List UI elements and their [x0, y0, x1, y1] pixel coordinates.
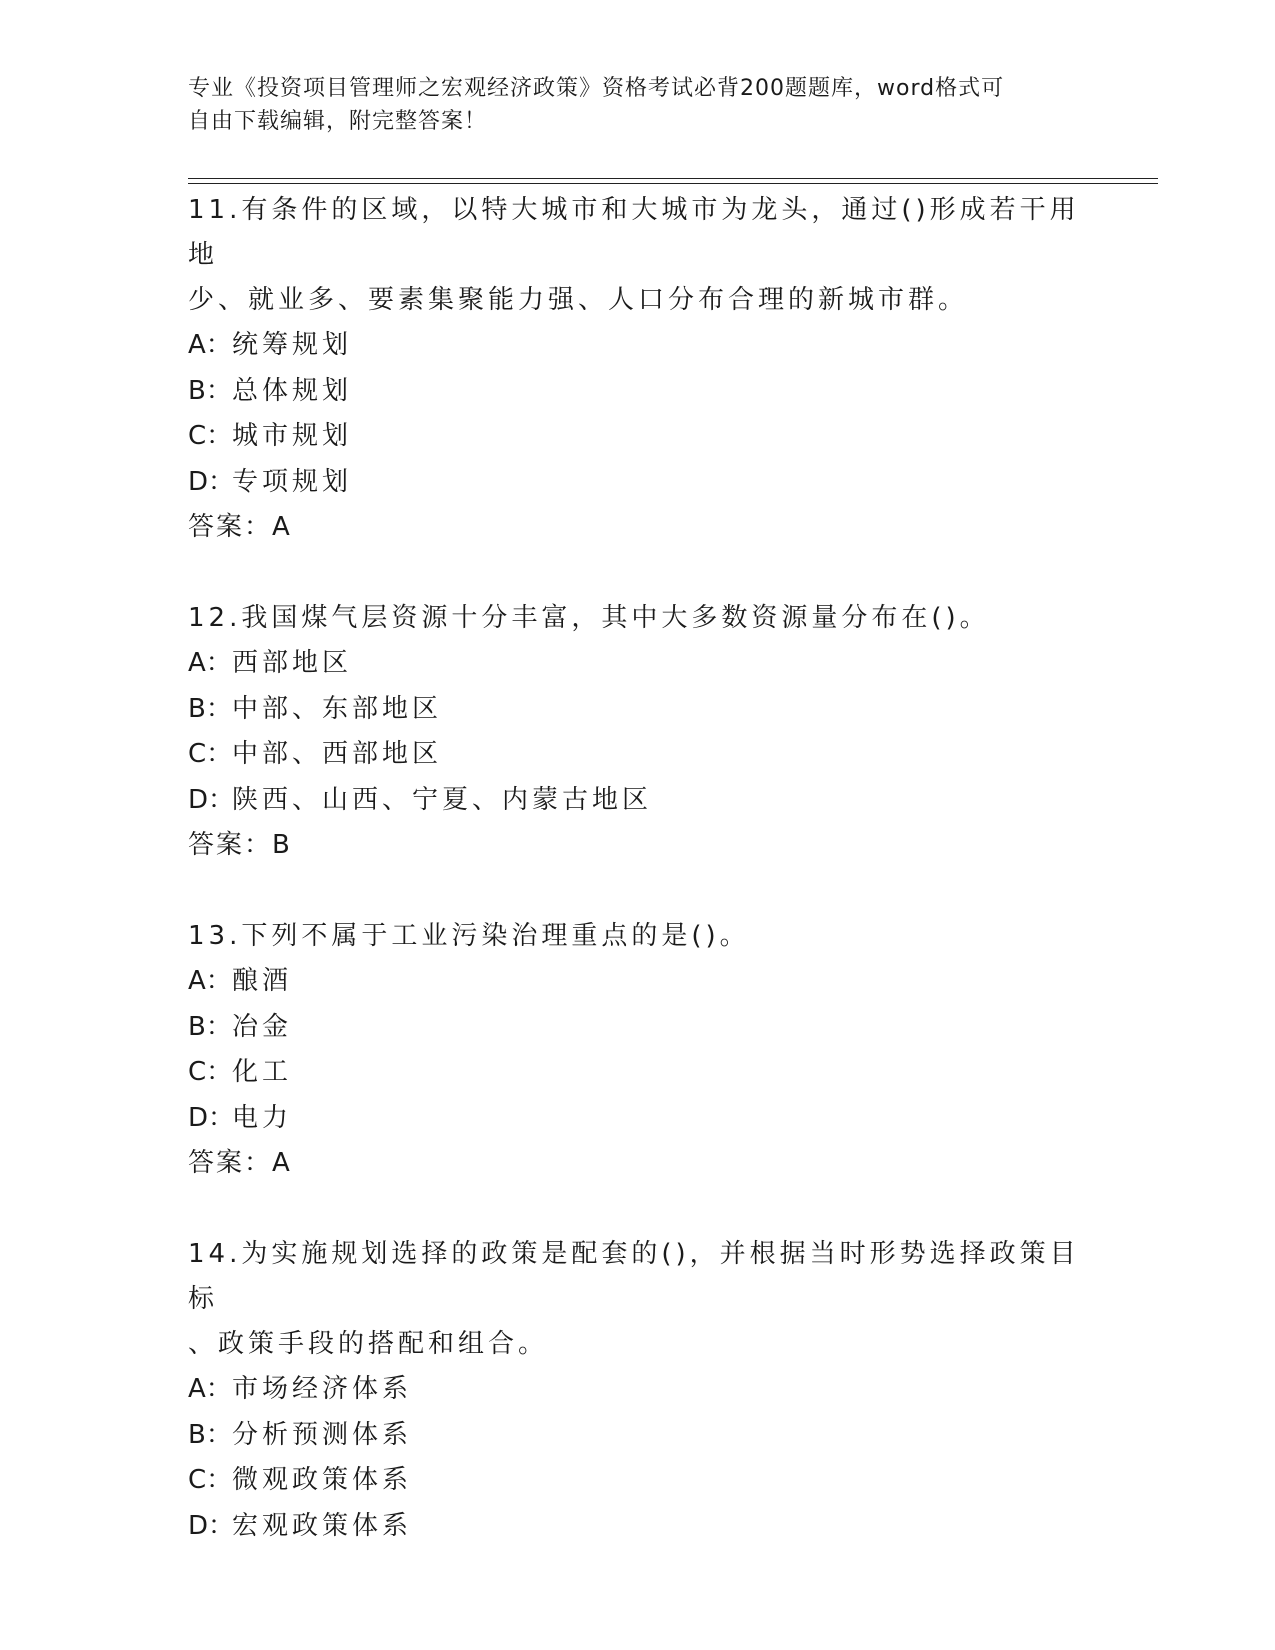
option-a	[188, 1367, 1088, 1413]
option-text: 市场经济体系	[232, 1374, 413, 1404]
option-text: 专项规划	[232, 466, 353, 497]
option-a	[188, 323, 1088, 369]
question-stem-continued: 、政策手段的搭配和组合。	[188, 1329, 549, 1359]
option-label: D：	[188, 1510, 235, 1541]
option-label: C：	[188, 421, 233, 451]
answer-value: B	[272, 830, 290, 860]
question-stem: 11.有条件的区域，以特大城市和大城市为龙头，通过()形成若干用地	[188, 195, 1080, 270]
option-label: B：	[188, 375, 232, 406]
option-label: D：	[188, 1102, 235, 1133]
option-text: 微观政策体系	[232, 1465, 413, 1495]
answer-line	[188, 823, 1088, 868]
answer-label: 答案：	[188, 1148, 273, 1178]
option-label: C：	[188, 739, 233, 769]
question-13	[188, 914, 1088, 1186]
option-label: C：	[188, 1465, 233, 1495]
option-text: 城市规划	[232, 421, 353, 451]
answer-value: A	[272, 512, 290, 542]
question-11	[188, 188, 1088, 550]
option-d	[188, 778, 1088, 824]
question-stem: 12.我国煤气层资源十分丰富，其中大多数资源量分布在()。	[188, 603, 990, 633]
option-label: B：	[188, 693, 232, 724]
answer-line	[188, 1141, 1088, 1186]
option-label: A：	[188, 1374, 232, 1404]
option-d	[188, 1096, 1088, 1142]
option-c	[188, 414, 1088, 460]
header-divider-top	[188, 178, 1158, 179]
header-line-1: 专业《投资项目管理师之宏观经济政策》资格考试必背200题题库，word格式可	[188, 76, 1005, 101]
option-text: 统筹规划	[232, 330, 353, 360]
question-stem: 14.为实施规划选择的政策是配套的()，并根据当时形势选择政策目标	[188, 1239, 1080, 1314]
option-text: 总体规划	[232, 375, 353, 406]
option-b	[188, 1413, 1088, 1459]
question-list	[188, 188, 1088, 1595]
option-label: D：	[188, 466, 235, 497]
option-c	[188, 1050, 1088, 1096]
option-c	[188, 732, 1088, 778]
option-text: 中部、东部地区	[232, 693, 443, 724]
question-12	[188, 596, 1088, 868]
option-label: A：	[188, 330, 232, 360]
option-label: A：	[188, 648, 232, 678]
option-text: 酿酒	[232, 966, 293, 996]
option-b	[188, 1005, 1088, 1051]
header-line-2: 自由下载编辑，附完整答案！	[188, 109, 488, 134]
question-stem-continued: 少、就业多、要素集聚能力强、人口分布合理的新城市群。	[188, 285, 969, 315]
option-label: B：	[188, 1419, 232, 1450]
answer-value: A	[272, 1148, 290, 1178]
option-b	[188, 369, 1088, 415]
option-text: 分析预测体系	[232, 1419, 413, 1450]
option-b	[188, 687, 1088, 733]
option-a	[188, 641, 1088, 687]
option-label: D：	[188, 784, 235, 815]
option-label: B：	[188, 1011, 232, 1042]
option-text: 宏观政策体系	[232, 1510, 413, 1541]
option-d	[188, 1504, 1088, 1550]
question-stem: 13.下列不属于工业污染治理重点的是()。	[188, 921, 750, 951]
answer-label: 答案：	[188, 512, 273, 542]
option-c	[188, 1458, 1088, 1504]
answer-label: 答案：	[188, 830, 273, 860]
option-text: 冶金	[232, 1011, 293, 1042]
option-text: 西部地区	[232, 648, 353, 678]
option-label: A：	[188, 966, 232, 996]
option-text: 中部、西部地区	[232, 739, 443, 769]
option-text: 陕西、山西、宁夏、内蒙古地区	[232, 784, 653, 815]
question-14	[188, 1232, 1088, 1549]
option-a	[188, 959, 1088, 1005]
answer-line	[188, 505, 1088, 550]
document-header	[188, 72, 1088, 138]
header-divider-bottom	[188, 183, 1158, 184]
option-text: 化工	[232, 1057, 293, 1087]
option-label: C：	[188, 1057, 233, 1087]
option-text: 电力	[232, 1102, 293, 1133]
option-d	[188, 460, 1088, 506]
